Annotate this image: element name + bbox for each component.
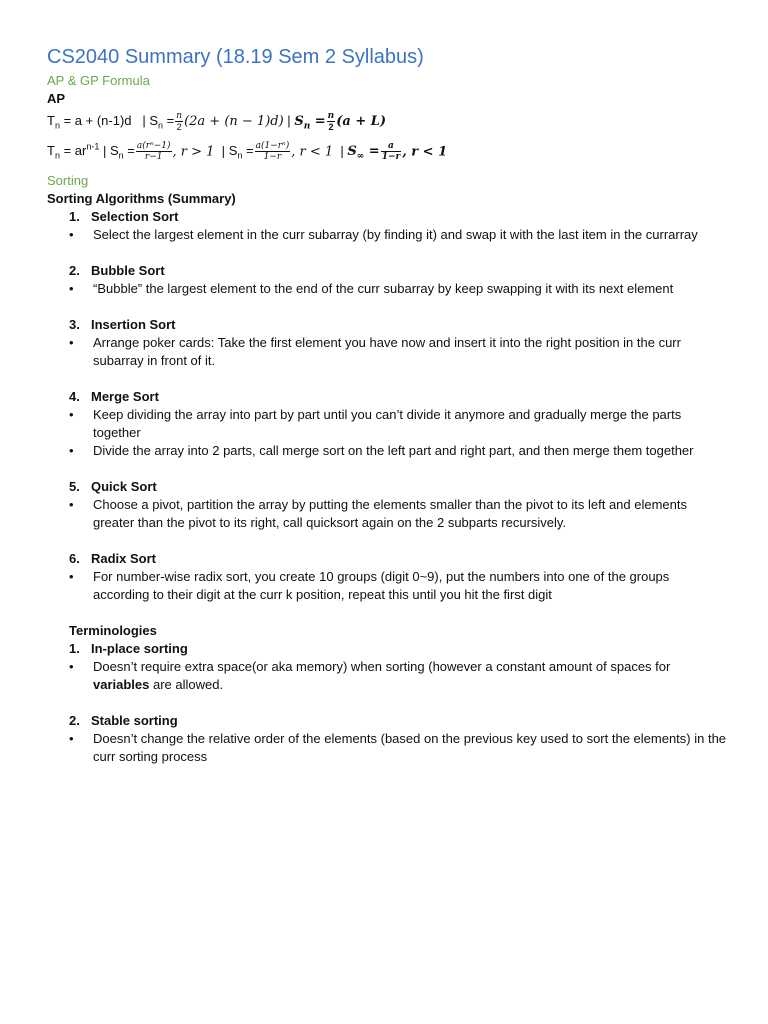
document-page: [47, 42, 727, 766]
algorithm-name: Bubble Sort: [91, 263, 165, 278]
bullet-icon: •: [69, 335, 74, 350]
algorithm-number: 1.: [69, 209, 80, 224]
gp-sinf: $S_\infty$ =: [347, 144, 380, 162]
algorithm-number: 5.: [69, 479, 80, 494]
bullet-item: [47, 442, 727, 460]
algorithm-title: [47, 262, 727, 280]
algorithm-title: [47, 208, 727, 226]
bullet-item: [47, 406, 727, 442]
bullet-item: [47, 730, 727, 766]
bullet-icon: •: [69, 443, 74, 458]
spacer: [47, 604, 727, 622]
algorithm-name: Merge Sort: [91, 389, 159, 404]
algorithm-number: 6.: [69, 551, 80, 566]
term-name: In-place sorting: [91, 641, 188, 656]
term-title: [47, 640, 727, 658]
bullet-icon: •: [69, 227, 74, 242]
bullet-icon: •: [69, 659, 74, 674]
algorithm-title: [47, 316, 727, 334]
bullet-icon: •: [69, 731, 74, 746]
spacer: [47, 460, 727, 478]
bullet-item: [47, 334, 727, 370]
terminologies-heading: Terminologies: [69, 623, 157, 638]
bullet-text: Select the largest element in the curr subarray (by finding it) and swap it with the last item in the currarray: [93, 227, 698, 242]
ap-sn2: $S_n$ =: [294, 114, 326, 132]
term-text-post: are allowed.: [149, 677, 224, 692]
algorithm-number: 2.: [69, 263, 80, 278]
bullet-icon: •: [69, 497, 74, 512]
spacer: [47, 370, 727, 388]
bullet-icon: •: [69, 569, 74, 584]
spacer: [47, 298, 727, 316]
term-number: 2.: [69, 713, 80, 728]
term-name: Stable sorting: [91, 713, 178, 728]
ap-formula-line: $T_n = a + (n-1)d$ | $S_n$ = $\frac{n}{2}$ (2a + (n − 1)d) | $S_n$ = $\frac{n}{2}$ (a + L): [47, 111, 387, 133]
term-text-bold: variables: [93, 677, 150, 692]
bullet-item: [47, 226, 727, 244]
term-text-pre: Doesn’t require extra space(or aka memory) when sorting (however a constant amount of spaces for: [93, 659, 671, 674]
algorithm-name: Insertion Sort: [91, 317, 176, 332]
algorithm-list: [47, 208, 727, 622]
algorithm-title: [47, 550, 727, 568]
gp-formula-line: $T_n = ar^{n-1}$ | $S_n$ = $\frac{\text{a(rⁿ−1)}}{r-1}$ , r > 1 | $S_n$ = $\frac{\text{a(1−rⁿ)}}{1-r}$ , r < 1 | $S_\infty$ = $\frac{a}{1-r}$ , r < 1: [47, 141, 448, 163]
algorithms-heading: Sorting Algorithms (Summary): [47, 191, 236, 206]
bullet-text: “Bubble” the largest element to the end of the curr subarray by keep swapping it with its next element: [93, 281, 674, 296]
ap-sn1: $S_n$ =: [149, 113, 175, 131]
algorithm-name: Quick Sort: [91, 479, 157, 494]
bullet-text: Arrange poker cards: Take the first element you have now and insert it into the right position in the curr subarray in front of it.: [93, 335, 681, 368]
terminology-list: [47, 640, 727, 766]
bullet-item: [47, 280, 727, 298]
sorting-heading: Sorting: [47, 173, 89, 188]
bullet-item: [47, 658, 727, 694]
term-text-pre: Doesn’t change the relative order of the elements (based on the previous key used to sort the elements) in the curr sorting process: [93, 731, 727, 764]
spacer: [47, 244, 727, 262]
page-title: CS2040 Summary (18.19 Sem 2 Syllabus): [47, 46, 424, 68]
gp-tn: $T_n = ar^{n-1}$: [47, 142, 100, 161]
ap-tn: $T_n = a + (n-1)d$: [47, 113, 132, 131]
bullet-icon: •: [69, 407, 74, 422]
spacer: [47, 694, 727, 712]
bullet-text: For number-wise radix sort, you create 10 groups (digit 0~9), put the numbers into one of the groups according to their digit at the curr k position, repeat this until you hit the first digit: [93, 569, 670, 602]
formula-heading: AP & GP Formula: [47, 73, 150, 88]
bullet-text: Keep dividing the array into part by part until you can’t divide it anymore and gradually merge the parts together: [93, 407, 682, 440]
term-title: [47, 712, 727, 730]
bullet-text: Divide the array into 2 parts, call merge sort on the left part and right part, and then merge them together: [93, 443, 694, 458]
algorithm-name: Selection Sort: [91, 209, 179, 224]
bullet-text: [93, 658, 727, 694]
algorithm-name: Radix Sort: [91, 551, 157, 566]
term-number: 1.: [69, 641, 80, 656]
bullet-item: [47, 568, 727, 604]
bullet-icon: •: [69, 281, 74, 296]
algorithm-number: 4.: [69, 389, 80, 404]
bullet-text: Choose a pivot, partition the array by putting the elements smaller than the pivot to its left and elements greater than the pivot to its right, call quicksort again on the 2 subparts recursively.: [93, 497, 687, 530]
bullet-text: [93, 730, 727, 766]
algorithm-title: [47, 478, 727, 496]
bullet-item: [47, 496, 727, 532]
algorithm-title: [47, 388, 727, 406]
ap-label: AP: [47, 91, 66, 106]
spacer: [47, 532, 727, 550]
algorithm-number: 3.: [69, 317, 80, 332]
